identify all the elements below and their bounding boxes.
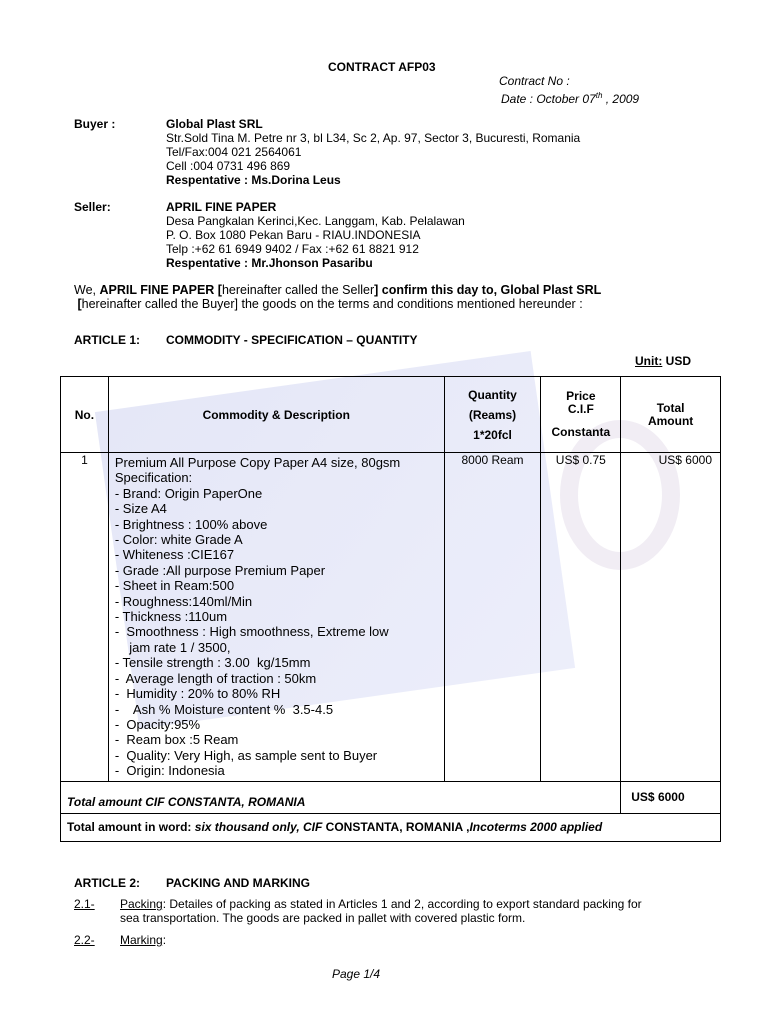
buyer-label: Buyer : (74, 117, 116, 131)
cell-no: 1 (61, 453, 109, 782)
contract-title: CONTRACT AFP03 (328, 60, 436, 74)
header-total: Total Amount (621, 377, 721, 453)
spec-line: - Size A4 (114, 501, 167, 517)
spec-line: - Brightness : 100% above (114, 516, 268, 532)
unit: Unit: USD (635, 354, 691, 368)
table-header (61, 377, 721, 453)
article2-title: PACKING AND MARKING (166, 876, 310, 890)
spec-line: - Smoothness : High smoothness, Extreme low (114, 624, 389, 640)
spec-line: Specification: (114, 470, 193, 486)
spec-line: Premium All Purpose Copy Paper A4 size, 80gsm (114, 455, 401, 470)
spec-line: - Quality: Very High, as sample sent to Buyer (114, 747, 378, 763)
spec-line: - Sheet in Ream:500 (114, 578, 235, 594)
article1-number: ARTICLE 1: (74, 333, 140, 347)
buyer-block: Global Plast SRL Str.Sold Tina M. Petre nr 3, bl L34, Sc 2, Ap. 97, Sector 3, Bucuresti, Romania Tel/Fax:004 021 2564061 Cell :004 0731 496 869 Respentative : Ms.Dorina Leus (166, 117, 581, 187)
spec-line: - Average length of traction : 50km (114, 670, 317, 686)
article1-title: COMMODITY - SPECIFICATION – QUANTITY (166, 333, 418, 347)
page-number: Page 1/4 (332, 967, 381, 981)
cell-price: US$ 0.75 (541, 453, 621, 782)
seller-block: APRIL FINE PAPER Desa Pangkalan Kerinci,Kec. Langgam, Kab. Pelalawan P. O. Box 1080 Pekan Baru - RIAU.INDONESIA Telp :+62 61 6949 9402 / Fax :+62 61 8821 912 Respentative : Mr.Jhonson Pasaribu (166, 200, 465, 270)
spec-line: - Roughness:140ml/Min (114, 593, 253, 609)
header-desc: Commodity & Description (108, 377, 444, 453)
seller-label: Seller: (74, 200, 111, 214)
commodity-table (60, 376, 721, 842)
section-2-2: 2.2- Marking: (74, 933, 167, 947)
spec-line: - Opacity:95% (114, 716, 201, 732)
contract-date: Date : October 07th , 2009 (501, 91, 640, 106)
total-row (61, 781, 721, 813)
spec-line: - Tensile strength : 3.00 kg/15mm (114, 655, 311, 671)
total-label: Total amount CIF CONSTANTA, ROMANIA (61, 781, 621, 813)
spec-line: - Ream box :5 Ream (114, 732, 239, 748)
table-row (61, 453, 721, 782)
total-value: US$ 6000 (621, 781, 721, 813)
cell-total: US$ 6000 (621, 453, 721, 782)
spec-line: - Whiteness :CIE167 (114, 547, 235, 563)
spec-line: - Grade :All purpose Premium Paper (114, 562, 326, 578)
spec-line: - Humidity : 20% to 80% RH (114, 686, 281, 702)
spec-line: - Thickness :110um (114, 609, 228, 625)
article2-number: ARTICLE 2: (74, 876, 140, 890)
spec-line: - Origin: Indonesia (114, 763, 225, 779)
header-no: No. (61, 377, 109, 453)
words-row (61, 813, 721, 841)
intro-paragraph: We, APRIL FINE PAPER [hereinafter called the Seller] confirm this day to, Global Plast SRL [hereinafter called the Buyer] the goods on the terms and conditions mentioned hereunder : (74, 283, 602, 311)
section-2-1: 2.1- Packing: Detailes of packing as stated in Articles 1 and 2, according to export standard packing for sea transportation. The goods are packed in pallet with covered plastic form. (74, 897, 642, 925)
cell-desc (108, 453, 444, 782)
cell-qty: 8000 Ream (444, 453, 541, 782)
total-in-words: Total amount in word: six thousand only, CIF CONSTANTA, ROMANIA ,Incoterms 2000 applied (61, 813, 721, 841)
spec-line: jam rate 1 / 3500, (114, 639, 231, 655)
header-qty: Quantity (Reams) 1*20fcl (444, 377, 541, 453)
spec-line: - Ash % Moisture content % 3.5-4.5 (114, 701, 334, 717)
header-price: Price C.I.F Constanta (541, 377, 621, 453)
spec-line: - Brand: Origin PaperOne (114, 485, 263, 501)
spec-line: - Color: white Grade A (114, 532, 243, 548)
contract-no: Contract No : (499, 74, 570, 88)
